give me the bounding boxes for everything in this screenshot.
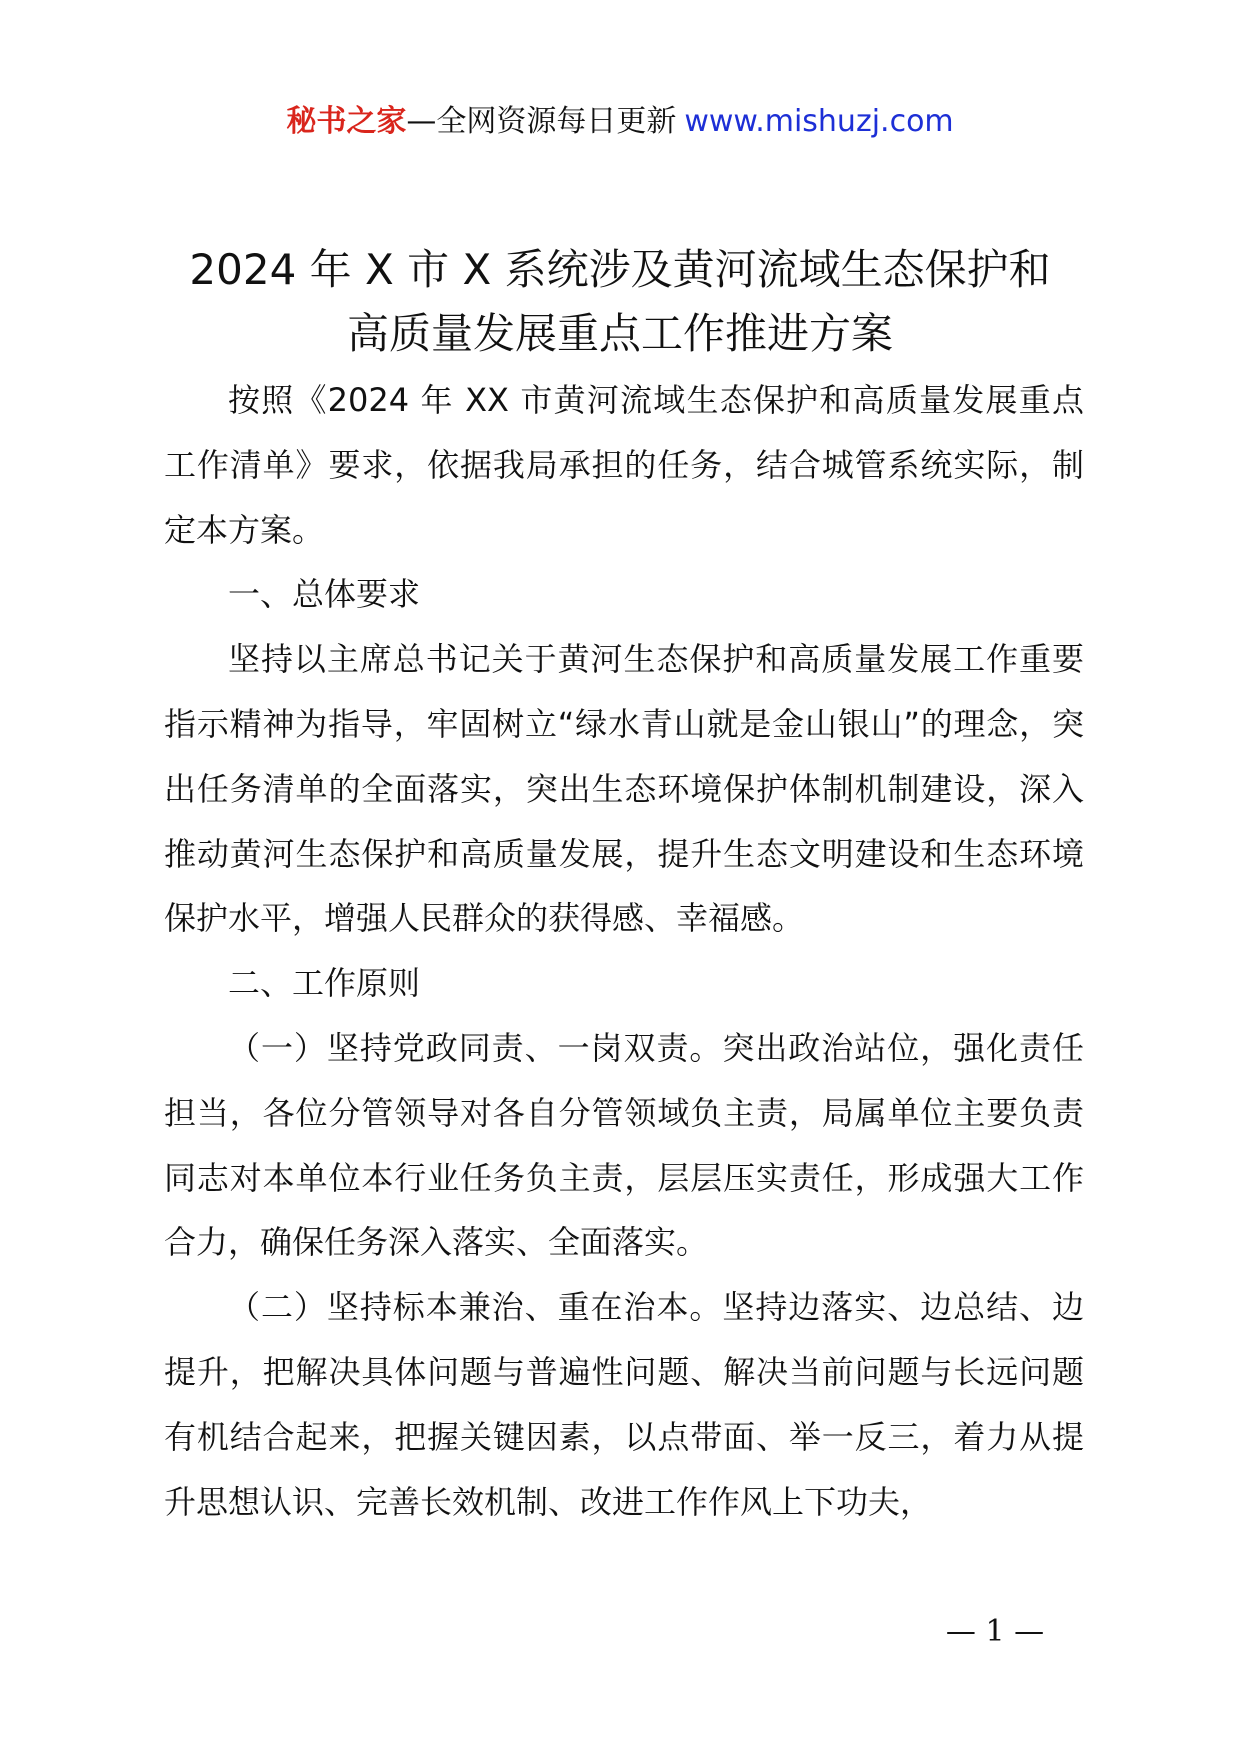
- document-body: [164, 368, 1084, 1534]
- brand-name: 秘书之家: [286, 104, 407, 139]
- section-heading-overall-requirements: 一、总体要求: [228, 575, 421, 614]
- title-line-2: 高质量发展重点工作推进方案: [346, 309, 893, 358]
- page-number: — 1 —: [945, 1614, 1045, 1649]
- principle-2-paragraph: （二）坚持标本兼治、重在治本。坚持边落实、边总结、边提升，把解决具体问题与普遍性问题、解决当前问题与长远问题有机结合起来，把握关键因素，以点带面、举一反三，着力从提升思想认识、完善长效机制、改进工作作风上下功夫，: [164, 1288, 1084, 1521]
- title-line-1: 2024 年 X 市 X 系统涉及黄河流域生态保护和: [189, 245, 1051, 294]
- principle-1-paragraph: （一）坚持党政同责、一岗双责。突出政治站位，强化责任担当，各位分管领导对各自分管领域负主责，局属单位主要负责同志对本单位本行业任务负主责，层层压实责任，形成强大工作合力，确保任务深入落实、全面落实。: [164, 1028, 1084, 1262]
- document-title: [0, 238, 1240, 366]
- site-url-link[interactable]: www.mishuzj.com: [684, 104, 954, 139]
- overall-requirements-paragraph: 坚持以主席总书记关于黄河生态保护和高质量发展工作重要指示精神为指导，牢固树立“绿水青山就是金山银山”的理念，突出任务清单的全面落实，突出生态环境保护体制机制建设，深入推动黄河生态保护和高质量发展，提升生态文明建设和生态环境保护水平，增强人民群众的获得感、幸福感。: [164, 640, 1084, 938]
- site-header: [0, 100, 1240, 144]
- header-tagline: —全网资源每日更新: [406, 104, 677, 139]
- intro-paragraph: 按照《2024 年 XX 市黄河流域生态保护和高质量发展重点工作清单》要求，依据我局承担的任务，结合城管系统实际，制定本方案。: [164, 381, 1084, 549]
- section-heading-work-principles: 二、工作原则: [228, 964, 421, 1003]
